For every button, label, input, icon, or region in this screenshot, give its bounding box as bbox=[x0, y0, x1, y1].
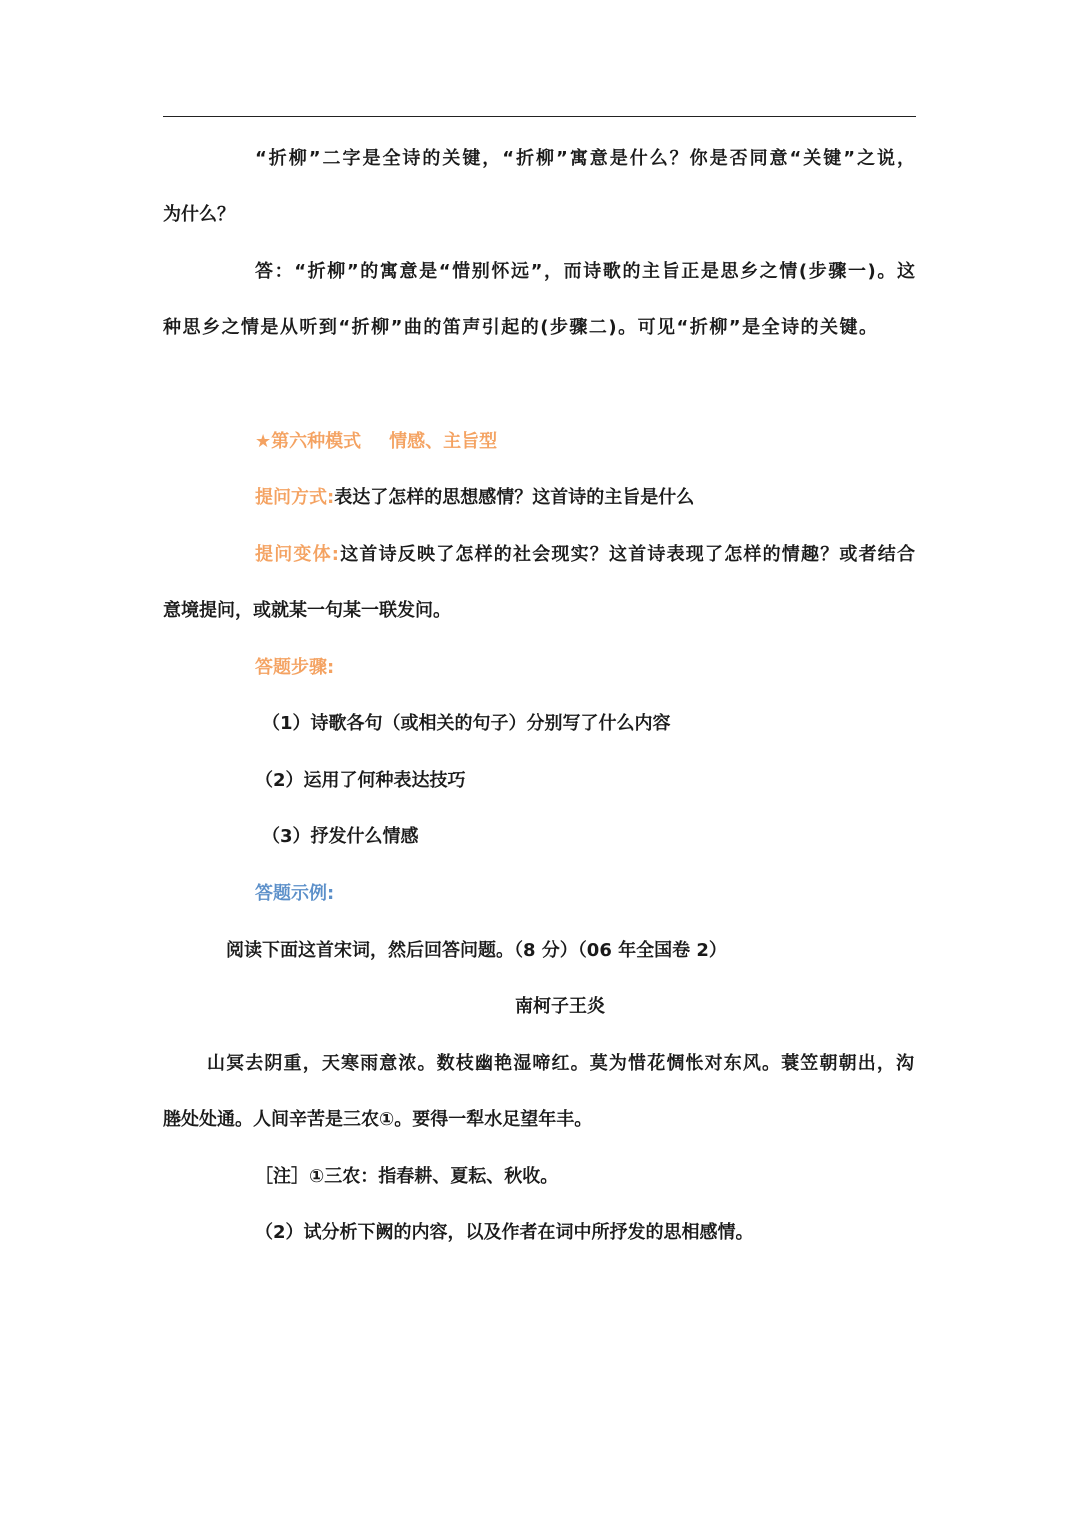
ask-method-label: 提问方式: bbox=[255, 487, 335, 508]
answer-steps-label: 答题步骤: bbox=[255, 657, 335, 678]
answer-step-1: （1）诗歌各句（或相关的句子）分别写了什么内容 bbox=[262, 713, 671, 734]
prev-answer-line1: 答：“折柳”的寓意是“惜别怀远”，而诗歌的主旨正是思乡之情(步骤一)。这 bbox=[255, 261, 915, 282]
answer-step-2: （2）运用了何种表达技巧 bbox=[255, 770, 466, 791]
prev-question-line2: 为什么？ bbox=[163, 204, 235, 225]
ask-method-text: 表达了怎样的思想感情？这首诗的主旨是什么 bbox=[334, 487, 695, 508]
question-2: （2）试分析下阙的内容，以及作者在词中所抒发的思相感情。 bbox=[255, 1222, 754, 1243]
section-heading-mode: ★第六种模式 bbox=[255, 431, 362, 452]
section-heading-type: 情感、主旨型 bbox=[389, 431, 498, 452]
ask-variant-label: 提问变体: bbox=[255, 544, 339, 565]
prev-question-line1: “折柳”二字是全诗的关键，“折柳”寓意是什么？你是否同意“关键”之说， bbox=[255, 148, 915, 169]
poem-title: 南柯子王炎 bbox=[515, 996, 605, 1017]
example-intro: 阅读下面这首宋词，然后回答问题。（8 分）（06 年全国卷 2） bbox=[226, 940, 727, 961]
ask-variant-text: 这首诗反映了怎样的社会现实？这首诗表现了怎样的情趣？或者结合 bbox=[339, 544, 915, 565]
poem-line-2: 塍处处通。人间辛苦是三农①。要得一犁水足望年丰。 bbox=[163, 1109, 593, 1130]
prev-answer-line2: 种思乡之情是从听到“折柳”曲的笛声引起的(步骤二)。可见“折柳”是全诗的关键。 bbox=[163, 317, 877, 338]
example-label: 答题示例: bbox=[255, 883, 335, 904]
ask-method bbox=[255, 486, 694, 510]
answer-step-3: （3）抒发什么情感 bbox=[262, 826, 419, 847]
ask-variant bbox=[255, 543, 915, 567]
poem-note: ［注］①三农：指春耕、夏耘、秋收。 bbox=[255, 1166, 559, 1187]
ask-variant-text-cont: 意境提问，或就某一句某一联发问。 bbox=[163, 600, 451, 621]
section-heading bbox=[255, 430, 497, 454]
header-rule bbox=[163, 116, 916, 117]
poem-line-1: 山冥去阴重，天寒雨意浓。数枝幽艳湿啼红。莫为惜花惆怅对东风。蓑笠朝朝出，沟 bbox=[207, 1053, 914, 1074]
